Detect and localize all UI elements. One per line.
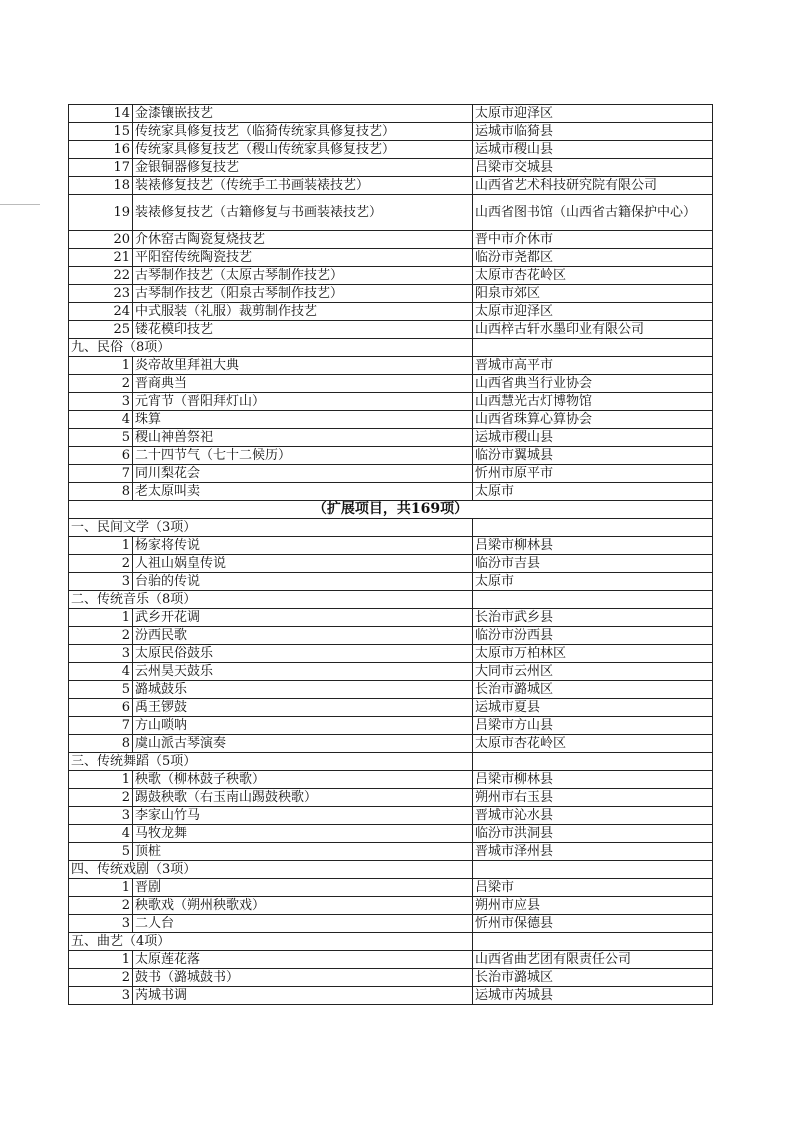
item-number: 17 (69, 159, 133, 177)
item-number: 4 (69, 411, 133, 429)
project-name: 台骀的传说 (133, 573, 473, 591)
item-number: 2 (69, 969, 133, 987)
project-name: 踢鼓秧歌（右玉南山踢鼓秧歌） (133, 789, 473, 807)
applicant-location: 临汾市翼城县 (473, 447, 713, 465)
item-number: 14 (69, 105, 133, 123)
item-number: 3 (69, 645, 133, 663)
table-row (69, 969, 713, 987)
category-title: 四、传统戏剧（3项） (69, 861, 473, 879)
table-row (69, 465, 713, 483)
item-number: 4 (69, 825, 133, 843)
project-name: 鼓书（潞城鼓书） (133, 969, 473, 987)
table-row (69, 897, 713, 915)
applicant-location: 山西省典当行业协会 (473, 375, 713, 393)
project-name: 武乡开花调 (133, 609, 473, 627)
table-row (69, 195, 713, 231)
project-name: 马牧龙舞 (133, 825, 473, 843)
item-number: 19 (69, 195, 133, 231)
table-row (69, 987, 713, 1005)
table-row (69, 249, 713, 267)
applicant-location: 忻州市保德县 (473, 915, 713, 933)
item-number: 3 (69, 393, 133, 411)
table-row (69, 267, 713, 285)
table-row (69, 537, 713, 555)
table-row (69, 393, 713, 411)
applicant-location: 吕梁市方山县 (473, 717, 713, 735)
empty-cell (473, 339, 713, 357)
table-row (69, 843, 713, 861)
table-row (69, 411, 713, 429)
applicant-location: 临汾市吉县 (473, 555, 713, 573)
project-name: 装裱修复技艺（传统手工书画装裱技艺） (133, 177, 473, 195)
applicant-location: 晋城市沁水县 (473, 807, 713, 825)
applicant-location: 阳泉市郊区 (473, 285, 713, 303)
table-row (69, 123, 713, 141)
item-number: 23 (69, 285, 133, 303)
expansion-heading: （扩展项目，共169项） (69, 501, 713, 519)
table-row (69, 771, 713, 789)
empty-cell (473, 591, 713, 609)
applicant-location: 长治市武乡县 (473, 609, 713, 627)
project-name: 芮城书调 (133, 987, 473, 1005)
item-number: 24 (69, 303, 133, 321)
table-row (69, 879, 713, 897)
project-name: 珠算 (133, 411, 473, 429)
category-row (69, 519, 713, 537)
applicant-location: 运城市稷山县 (473, 141, 713, 159)
applicant-location: 山西省曲艺团有限责任公司 (473, 951, 713, 969)
item-number: 1 (69, 879, 133, 897)
table-row (69, 303, 713, 321)
table-row (69, 645, 713, 663)
table-row (69, 609, 713, 627)
applicant-location: 山西慧光古灯博物馆 (473, 393, 713, 411)
item-number: 1 (69, 609, 133, 627)
table-row (69, 555, 713, 573)
scan-artifact-line (0, 204, 40, 205)
project-name: 老太原叫卖 (133, 483, 473, 501)
project-name: 稷山神兽祭祀 (133, 429, 473, 447)
item-number: 3 (69, 807, 133, 825)
project-name: 云州昊天鼓乐 (133, 663, 473, 681)
item-number: 1 (69, 537, 133, 555)
applicant-location: 山西省艺术科技研究院有限公司 (473, 177, 713, 195)
item-number: 2 (69, 555, 133, 573)
table-row (69, 483, 713, 501)
item-number: 2 (69, 789, 133, 807)
project-name: 秧歌（柳林鼓子秧歌） (133, 771, 473, 789)
project-name: 传统家具修复技艺（临猗传统家具修复技艺） (133, 123, 473, 141)
item-number: 3 (69, 987, 133, 1005)
item-number: 8 (69, 483, 133, 501)
project-name: 二人台 (133, 915, 473, 933)
item-number: 6 (69, 447, 133, 465)
table-row (69, 825, 713, 843)
applicant-location: 太原市杏花岭区 (473, 267, 713, 285)
table-row (69, 285, 713, 303)
project-name: 汾西民歌 (133, 627, 473, 645)
applicant-location: 晋中市介休市 (473, 231, 713, 249)
table-row (69, 627, 713, 645)
applicant-location: 太原市万柏林区 (473, 645, 713, 663)
category-row (69, 591, 713, 609)
applicant-location: 吕梁市交城县 (473, 159, 713, 177)
table-row (69, 447, 713, 465)
table-row (69, 717, 713, 735)
item-number: 2 (69, 627, 133, 645)
applicant-location: 太原市迎泽区 (473, 303, 713, 321)
category-title: 一、民间文学（3项） (69, 519, 473, 537)
table-row (69, 699, 713, 717)
table-row (69, 807, 713, 825)
applicant-location: 山西省图书馆（山西省古籍保护中心） (473, 195, 713, 231)
table-row (69, 429, 713, 447)
table-row (69, 141, 713, 159)
item-number: 18 (69, 177, 133, 195)
item-number: 20 (69, 231, 133, 249)
project-name: 潞城鼓乐 (133, 681, 473, 699)
project-name: 镂花模印技艺 (133, 321, 473, 339)
applicant-location: 临汾市尧都区 (473, 249, 713, 267)
item-number: 3 (69, 573, 133, 591)
project-name: 方山唢呐 (133, 717, 473, 735)
table-row (69, 663, 713, 681)
applicant-location: 朔州市应县 (473, 897, 713, 915)
table-row (69, 681, 713, 699)
category-title: 九、民俗（8项） (69, 339, 473, 357)
project-name: 装裱修复技艺（古籍修复与书画装裱技艺） (133, 195, 473, 231)
item-number: 2 (69, 375, 133, 393)
table-row (69, 231, 713, 249)
applicant-location: 运城市稷山县 (473, 429, 713, 447)
applicant-location: 山西省珠算心算协会 (473, 411, 713, 429)
table-row (69, 951, 713, 969)
table-row (69, 915, 713, 933)
item-number: 1 (69, 951, 133, 969)
item-number: 4 (69, 663, 133, 681)
empty-cell (473, 861, 713, 879)
project-name: 晋剧 (133, 879, 473, 897)
applicant-location: 忻州市原平市 (473, 465, 713, 483)
applicant-location: 太原市 (473, 573, 713, 591)
project-name: 李家山竹马 (133, 807, 473, 825)
project-name: 太原民俗鼓乐 (133, 645, 473, 663)
item-number: 15 (69, 123, 133, 141)
project-name: 禹王锣鼓 (133, 699, 473, 717)
applicant-location: 大同市云州区 (473, 663, 713, 681)
project-name: 虞山派古琴演奏 (133, 735, 473, 753)
item-number: 2 (69, 897, 133, 915)
item-number: 5 (69, 843, 133, 861)
category-row (69, 861, 713, 879)
table-row (69, 159, 713, 177)
table-row (69, 321, 713, 339)
heading-row (69, 501, 713, 519)
item-number: 3 (69, 915, 133, 933)
applicant-location: 运城市夏县 (473, 699, 713, 717)
applicant-location: 太原市迎泽区 (473, 105, 713, 123)
item-number: 5 (69, 681, 133, 699)
item-number: 8 (69, 735, 133, 753)
project-name: 元宵节（晋阳拜灯山） (133, 393, 473, 411)
table-row (69, 357, 713, 375)
empty-cell (473, 933, 713, 951)
applicant-location: 运城市临猗县 (473, 123, 713, 141)
table-row (69, 105, 713, 123)
project-name: 金银铜器修复技艺 (133, 159, 473, 177)
project-name: 传统家具修复技艺（稷山传统家具修复技艺） (133, 141, 473, 159)
category-title: 二、传统音乐（8项） (69, 591, 473, 609)
item-number: 16 (69, 141, 133, 159)
applicant-location: 山西梓古轩水墨印业有限公司 (473, 321, 713, 339)
project-name: 中式服装（礼服）裁剪制作技艺 (133, 303, 473, 321)
applicant-location: 运城市芮城县 (473, 987, 713, 1005)
project-name: 顶桩 (133, 843, 473, 861)
applicant-location: 长治市潞城区 (473, 681, 713, 699)
project-name: 晋商典当 (133, 375, 473, 393)
project-name: 平阳窑传统陶瓷技艺 (133, 249, 473, 267)
item-number: 1 (69, 357, 133, 375)
table-row (69, 573, 713, 591)
table-row (69, 177, 713, 195)
category-row (69, 753, 713, 771)
project-name: 同川梨花会 (133, 465, 473, 483)
item-number: 5 (69, 429, 133, 447)
applicant-location: 吕梁市柳林县 (473, 771, 713, 789)
applicant-location: 吕梁市柳林县 (473, 537, 713, 555)
applicant-location: 长治市潞城区 (473, 969, 713, 987)
category-title: 五、曲艺（4项） (69, 933, 473, 951)
item-number: 25 (69, 321, 133, 339)
applicant-location: 晋城市高平市 (473, 357, 713, 375)
project-name: 太原莲花落 (133, 951, 473, 969)
project-name: 金漆镶嵌技艺 (133, 105, 473, 123)
project-name: 二十四节气（七十二候历） (133, 447, 473, 465)
table-row (69, 735, 713, 753)
empty-cell (473, 519, 713, 537)
applicant-location: 吕梁市 (473, 879, 713, 897)
applicant-location: 太原市杏花岭区 (473, 735, 713, 753)
project-name: 杨家将传说 (133, 537, 473, 555)
item-number: 7 (69, 465, 133, 483)
project-name: 古琴制作技艺（阳泉古琴制作技艺） (133, 285, 473, 303)
table-body (69, 105, 713, 1005)
empty-cell (473, 753, 713, 771)
project-name: 秧歌戏（朔州秧歌戏） (133, 897, 473, 915)
item-number: 6 (69, 699, 133, 717)
project-name: 人祖山娲皇传说 (133, 555, 473, 573)
item-number: 22 (69, 267, 133, 285)
category-title: 三、传统舞蹈（5项） (69, 753, 473, 771)
applicant-location: 临汾市汾西县 (473, 627, 713, 645)
item-number: 1 (69, 771, 133, 789)
category-row (69, 933, 713, 951)
project-name: 炎帝故里拜祖大典 (133, 357, 473, 375)
applicant-location: 晋城市泽州县 (473, 843, 713, 861)
table-row (69, 375, 713, 393)
item-number: 21 (69, 249, 133, 267)
applicant-location: 太原市 (473, 483, 713, 501)
heritage-project-table (68, 104, 713, 1005)
project-name: 介休窑古陶瓷复烧技艺 (133, 231, 473, 249)
applicant-location: 朔州市右玉县 (473, 789, 713, 807)
table-row (69, 789, 713, 807)
item-number: 7 (69, 717, 133, 735)
applicant-location: 临汾市洪洞县 (473, 825, 713, 843)
category-row (69, 339, 713, 357)
project-name: 古琴制作技艺（太原古琴制作技艺） (133, 267, 473, 285)
